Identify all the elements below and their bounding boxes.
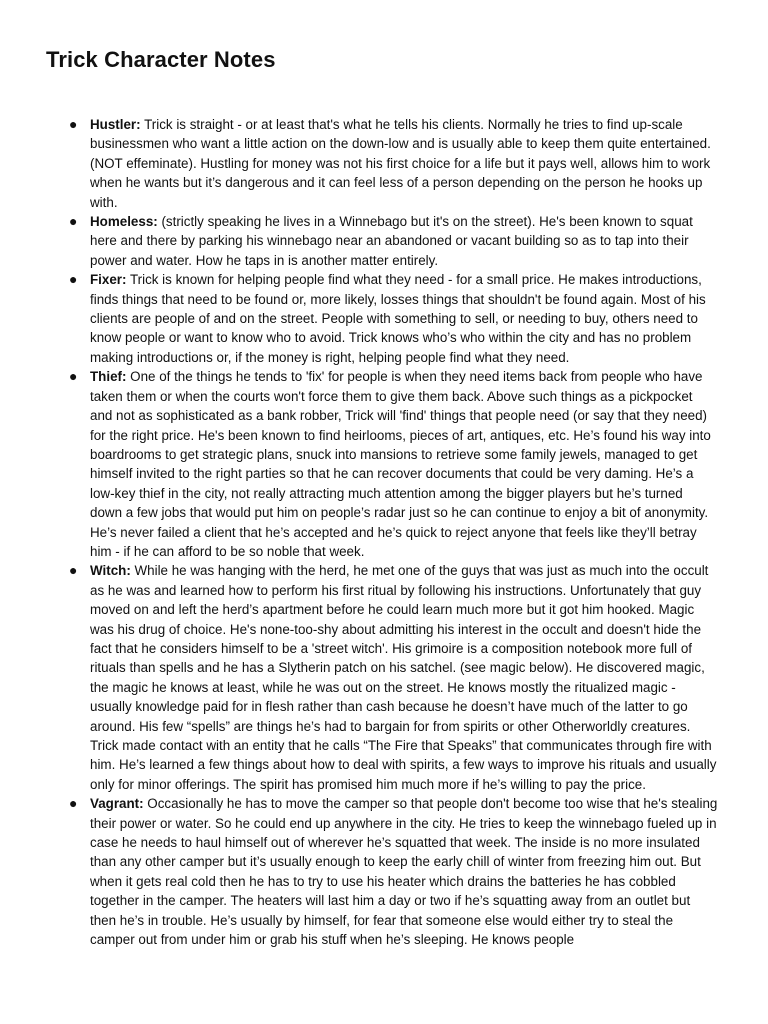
bullet-icon: ● [69, 213, 78, 230]
note-text: (strictly speaking he lives in a Winnebago but it's on the street). He's been known to squat here and there by parking his winnebago near an abandoned or vacant building so as to tap into their power and water. How he taps in is another matter entirely. [90, 214, 693, 268]
note-text: Occasionally he has to move the camper so that people don't become too wise that he's stealing their power or water. So he could end up anywhere in the city. He tries to keep the winnebago fueled up in case he needs to haul himself out of wherever he’s squatted that week. The inside is no more insulated than any other camper but it’s usually enough to keep the early chill of winter from freezing him out. But when it gets real cold then he has to try to use his heater which drains the batteries he has cobbled together in the camper. The heaters will last him a day or two if he’s squatting away from an outlet but then he’s in trouble. He’s usually by himself, for fear that someone else would either try to steal the camper out from under him or grab his stuff when he’s sleeping. He knows people [90, 796, 718, 948]
note-term: Fixer: [90, 272, 127, 288]
list-item-fixer [0, 270, 768, 367]
list-item-thief [0, 367, 768, 561]
note-term: Thief: [90, 369, 127, 385]
note-term: Witch: [90, 563, 131, 579]
list-item-witch [0, 561, 768, 794]
note-term: Vagrant: [90, 796, 144, 812]
note-term: Homeless: [90, 214, 158, 230]
list-item-vagrant [0, 794, 768, 949]
document-title: Trick Character Notes [46, 47, 276, 72]
note-text: Trick is known for helping people find what they need - for a small price. He makes introductions, finds things that need to be found or, more likely, losses things that shouldn't be found again. Most of his clients are people of and on the street. People with something to sell, or needing to buy, others need to know people or want to know who to avoid. Trick knows who’s who within the city and has no problem making introductions or, if the money is right, helping people find what they need. [90, 272, 706, 365]
bullet-icon: ● [69, 116, 78, 132]
note-text: While he was hanging with the herd, he met one of the guys that was just as much into the occult as he was and learned how to perform his first ritual by following his instructions. Unfortunately that guy moved on and left the herd’s apartment before he could learn much more but it got him hooked. Magic was his drug of choice. He's none-too-shy about admitting his interest in the occult and doesn't hide the fact that he considers himself to be a 'street witch'. His grimoire is a composition notebook more full of rituals than spells and he has a Slytherin patch on his satchel. (see magic below). He discovered magic, the magic he knows at least, while he was out on the street. He knows mostly the ritualized magic - usually knowledge paid for in flesh rather than cash because he doesn’t have much of the latter to go around. His few “spells” are things he’s had to bargain for from spirits or other Otherworldly creatures. Trick made contact with an entity that he calls “The Fire that Speaks” that communicates through fire with him. He’s learned a few things about how to deal with spirits, a few ways to improve his rituals and usually only for minor offerings. The spirit has promised him much more if he’s willing to pay the price. [90, 563, 717, 792]
bullet-icon: ● [69, 271, 78, 288]
bullet-icon: ● [69, 562, 78, 579]
notes-list [0, 115, 768, 949]
note-text: One of the things he tends to 'fix' for people is when they need items back from people who have taken them or when the courts won't force them to give them back. Above such things as a pickpocket and not as sophisticated as a bank robber, Trick will 'find' things that people need (or say that they need) for the right price. He's been known to find heirlooms, pieces of art, antiques, etc. He’s found his way into boardrooms to get strategic plans, snuck into mansions to retrieve some family jewels, managed to get himself invited to the right parties so that he can recover documents that could be very daming. He’s a low-key thief in the city, not really attracting much attention among the bigger players but he’s turned down a few jobs that would put him on people’s radar just so he can continue to enjoy a bit of anonymity. He’s never failed a client that he’s accepted and he’s quick to reject anyone that feels like they’ll betray him - if he can afford to be so noble that week. [90, 369, 711, 559]
bullet-icon: ● [69, 368, 78, 385]
list-item-hustler [0, 115, 768, 212]
bullet-icon: ● [69, 795, 78, 812]
note-text: Trick is straight - or at least that's what he tells his clients. Normally he tries to find up-scale businessmen who want a little action on the down-low and is usually able to keep them quite entertained. (NOT effeminate). Hustling for money was not his first choice for a life but it pays well, allows him to work when he wants but it’s dangerous and it can feel less of a person depending on the person he hooks up with. [90, 117, 711, 210]
note-term: Hustler: [90, 117, 141, 132]
list-item-homeless [0, 212, 768, 270]
